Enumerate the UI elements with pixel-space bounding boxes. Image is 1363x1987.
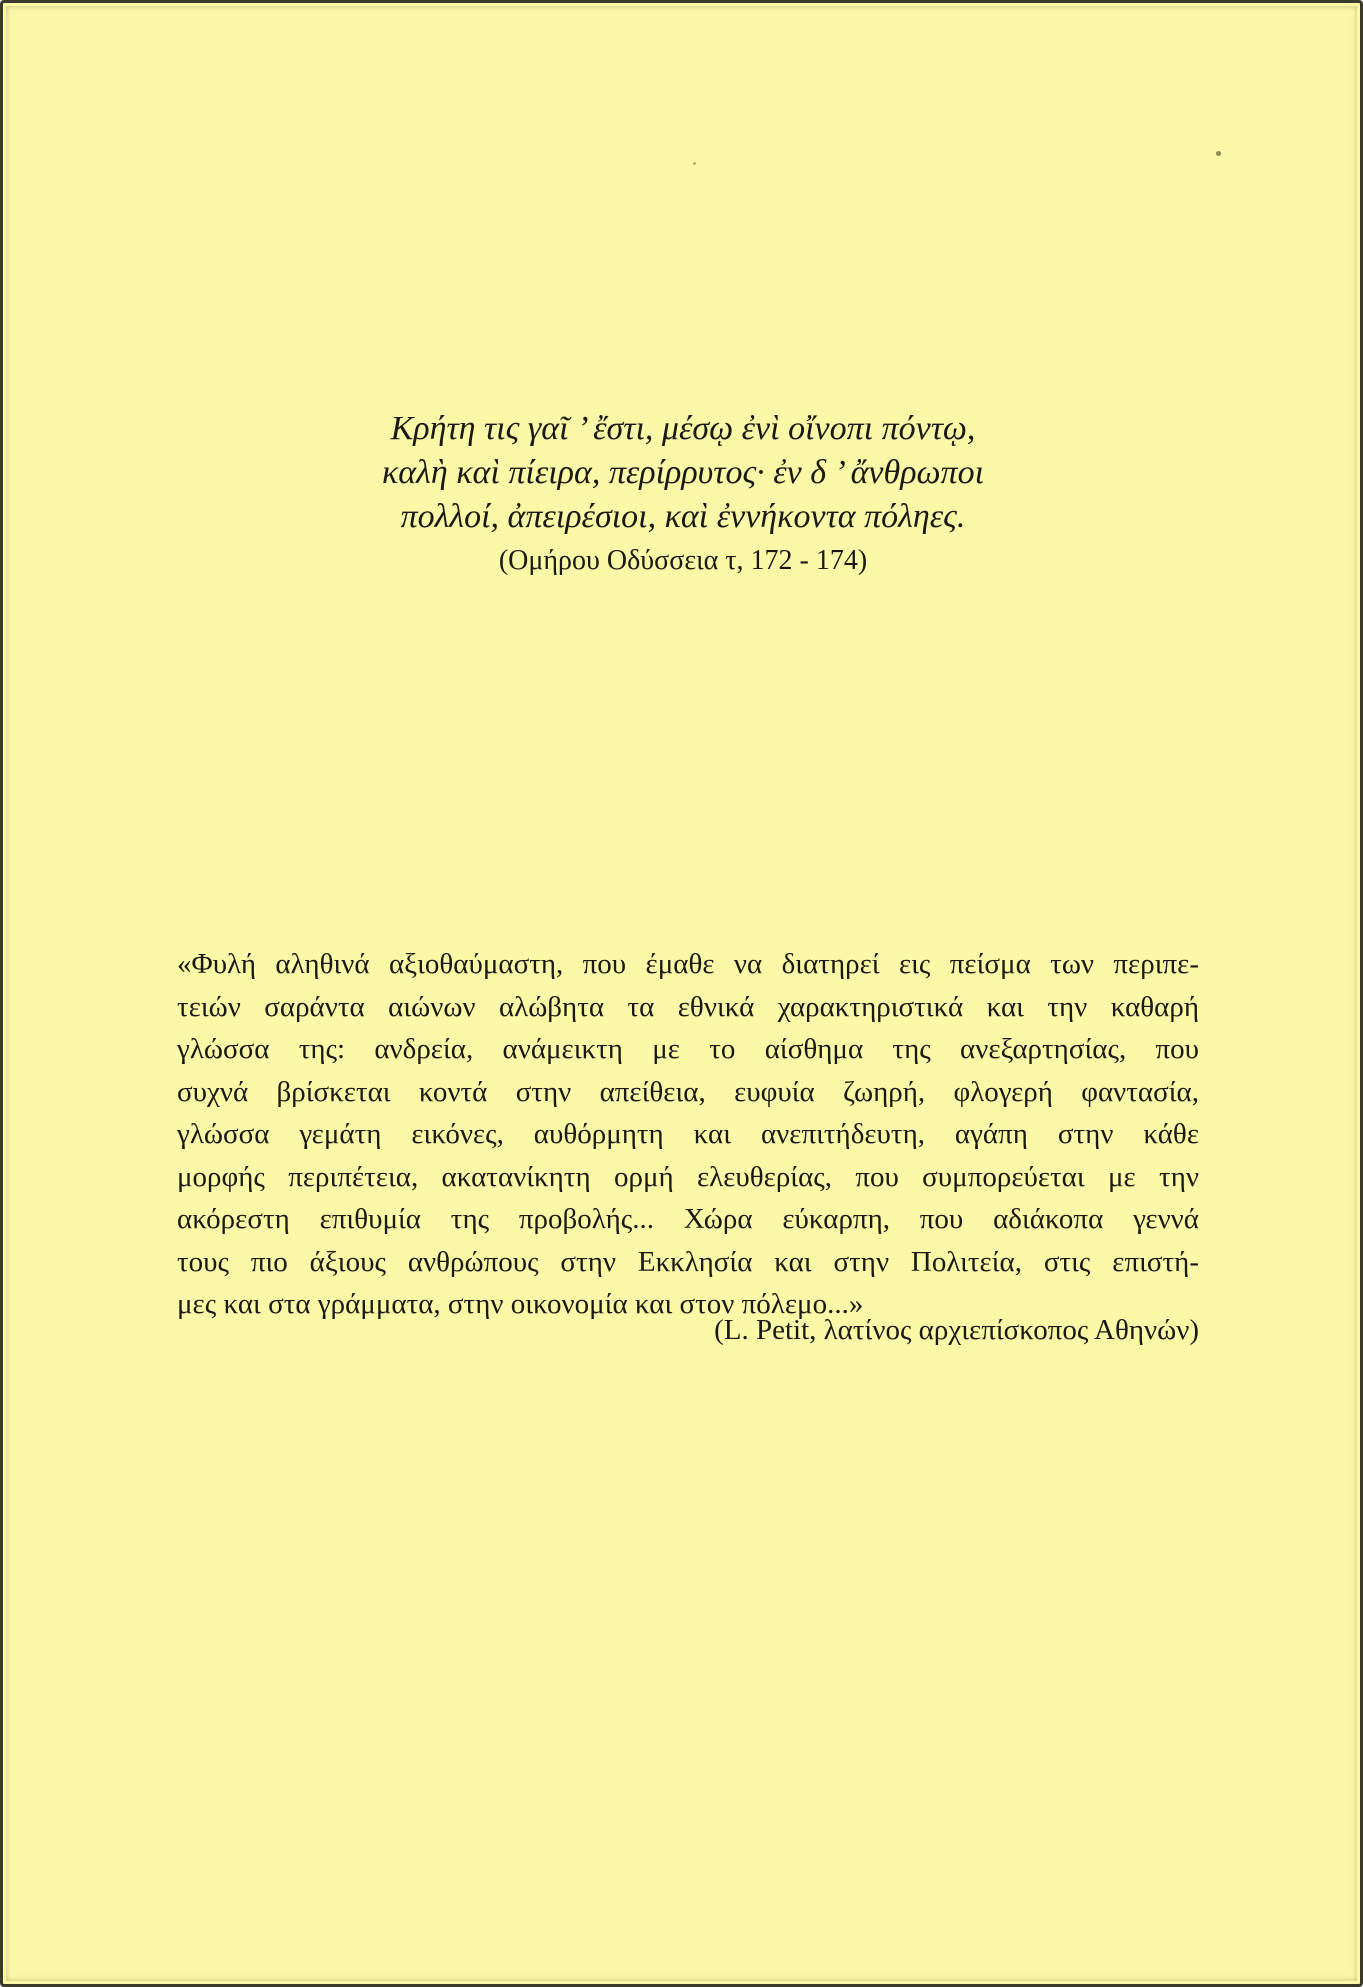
- quote-line: τους πιο άξιους ανθρώπους στην Εκκλησία και στην Πολιτεία, στις επιστή-: [177, 1245, 1199, 1278]
- epigraph-verse-line: Κρήτη τις γαῖ ’ ἔστι, μέσῳ ἐνὶ οἴνοπι πόντῳ,: [390, 410, 976, 447]
- quote-attribution: (L. Petit, λατίνος αρχιεπίσκοπος Αθηνών): [714, 1314, 1199, 1346]
- print-speck: [1216, 151, 1221, 156]
- quote-line: γλώσσα γεμάτη εικόνες, αυθόρμητη και ανεπιτήδευτη, αγάπη στην κάθε: [177, 1118, 1199, 1150]
- quote-line: τειών σαράντα αιώνων αλώβητα τα εθνικά χαρακτηριστικά και την καθαρή: [177, 990, 1199, 1023]
- quote-line: συχνά βρίσκεται κοντά στην απείθεια, ευφυία ζωηρή, φλογερή φαντασία,: [177, 1075, 1199, 1108]
- quote-line: μες και στα γράμματα, στην οικονομία και στον πόλεμο...»: [177, 1288, 864, 1320]
- quote-line: «Φυλή αληθινά αξιοθαύμαστη, που έμαθε να διατηρεί εις πείσμα των περιπε-: [177, 948, 1199, 980]
- quote-line: μορφής περιπέτεια, ακατανίκητη ορμή ελευθερίας, που συμπορεύεται με την: [177, 1160, 1199, 1193]
- epigraph-verse-line: πολλοί, ἀπειρέσιοι, καὶ ἐννήκοντα πόληες.: [400, 498, 966, 535]
- petit-quote: [177, 943, 1199, 1326]
- epigraph-verse-line: καλὴ καὶ πίειρα, περίρρυτος· ἐν δ ’ ἄνθρωποι: [381, 454, 985, 491]
- print-speck: [693, 162, 696, 165]
- epigraph-source: (Ομήρου Οδύσσεια τ, 172 - 174): [498, 545, 868, 576]
- quote-line: ακόρεστη επιθυμία της προβολής... Χώρα εύκαρπη, που αδιάκοπα γεννά: [177, 1203, 1199, 1235]
- homer-epigraph: [333, 407, 1033, 583]
- quote-line: γλώσσα της: ανδρεία, ανάμεικτη με το αίσθημα της ανεξαρτησίας, που: [177, 1033, 1199, 1065]
